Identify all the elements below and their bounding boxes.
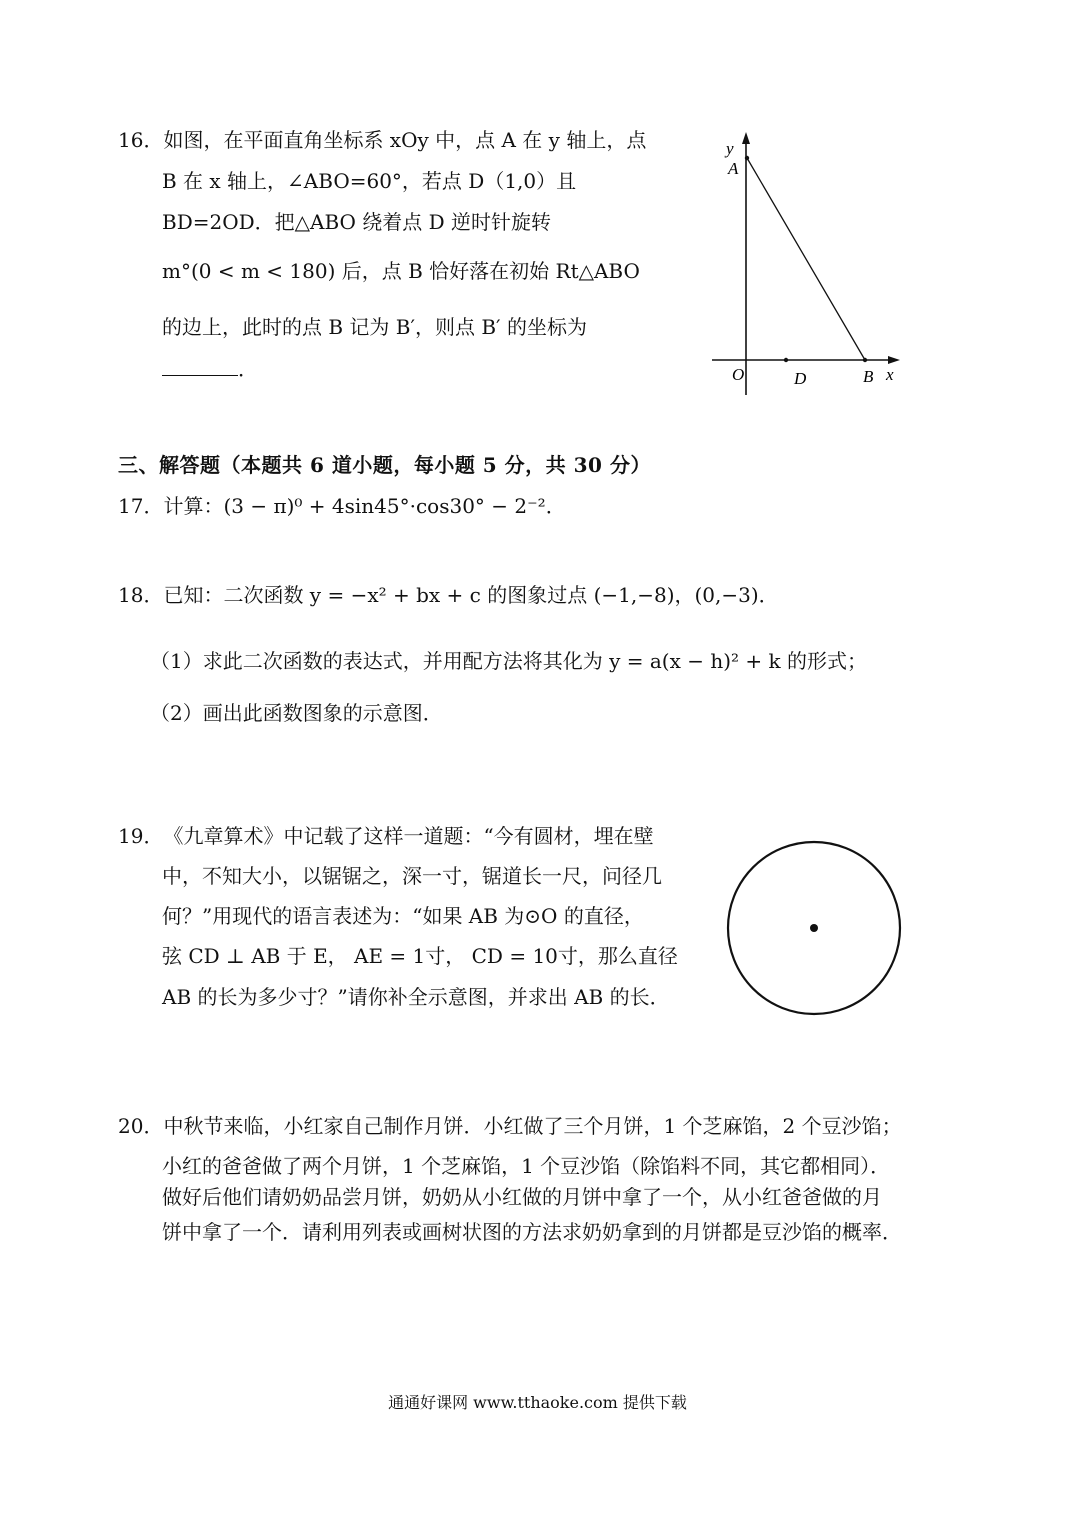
q17-line [118,493,566,519]
q20-line-4: 饼中拿了一个．请利用列表或画树状图的方法求奶奶拿到的月饼都是豆沙馅的概率． [162,1220,902,1244]
q18-sub1: （1）求此二次函数的表达式，并用配方法将其化为 y = a(x − h)² + k 的形式； [150,649,867,673]
label-d: D [794,369,807,388]
circle-center-point [810,924,818,932]
q16-text-1: 如图，在平面直角坐标系 xOy 中，点 A 在 y 轴上，点 [163,128,647,152]
q17-number: 17． [118,494,164,518]
q19-line-4: 弦 CD ⊥ AB 于 E， AE = 1寸， CD = 10寸，那么直径 [162,944,678,968]
q16-number: 16． [118,128,164,152]
point-a [745,156,749,160]
q16-line-2: B 在 x 轴上，∠ABO=60°，若点 D（1,0）且 [162,169,577,193]
x-axis-arrow-icon [888,356,900,364]
q16-line-4: m°(0 < m < 180) 后，点 B 恰好落在初始 Rt△ABO [162,259,640,283]
q16-answer-line [162,356,258,382]
q18-sub2: （2）画出此函数图象的示意图． [150,701,443,725]
q19-line-5: AB 的长为多少寸？”请你补全示意图，并求出 AB 的长． [162,985,670,1009]
label-b: B [863,367,874,386]
q17-text: 计算：(3 − π)⁰ + 4sin45°·cos30° − 2⁻²． [163,494,566,518]
y-axis-arrow-icon [742,132,750,144]
q20-text-1: 中秋节来临，小红家自己制作月饼．小红做了三个月饼，1 个芝麻馅，2 个豆沙馅； [163,1114,902,1138]
point-d [784,358,788,362]
q20-line-3: 做好后他们请奶奶品尝月饼，奶奶从小红做的月饼中拿了一个，从小红爸爸做的月 [162,1185,882,1209]
q18-text: 已知：二次函数 y = −x² + bx + c 的图象过点 (−1,−8)，(0,−3)． [163,583,779,607]
q18-number: 18． [118,583,164,607]
q19-circle-figure [722,836,906,1020]
segment-ab [747,158,865,360]
q16-end-period: ． [238,357,258,381]
q19-line-2: 中，不知大小，以锯锯之，深一寸，锯道长一尺，问径几 [162,864,662,888]
q20-number: 20． [118,1114,164,1138]
label-o: O [732,365,745,384]
section-3-heading: 三、解答题（本题共 6 道小题，每小题 5 分，共 30 分） [118,453,651,477]
q19-text-1: 《九章算术》中记载了这样一道题：“今有圆材，埋在壁 [163,824,654,848]
page-footer: 通通好课网 www.tthaoke.com 提供下载 [388,1393,687,1412]
q16-line-3: BD=2OD．把△ABO 绕着点 D 逆时针旋转 [162,210,552,234]
q18-line [118,582,779,608]
q19-line-3: 何？”用现代的语言表述为：“如果 AB 为⊙O 的直径， [162,904,644,928]
point-b [863,358,867,362]
q16-coordinate-figure [708,130,908,400]
q16-line-1 [118,127,646,153]
label-y: y [726,139,734,158]
label-x: x [886,365,894,384]
q20-line-2: 小红的爸爸做了两个月饼，1 个芝麻馅，1 个豆沙馅（除馅料不同，其它都相同）． [162,1154,891,1178]
q16-line-5: 的边上，此时的点 B 记为 B′，则点 B′ 的坐标为 [162,315,587,339]
label-a: A [728,159,739,178]
q19-line-1 [118,823,654,849]
q19-number: 19． [118,824,164,848]
q16-answer-blank[interactable] [162,361,238,376]
q20-line-1 [118,1113,902,1139]
